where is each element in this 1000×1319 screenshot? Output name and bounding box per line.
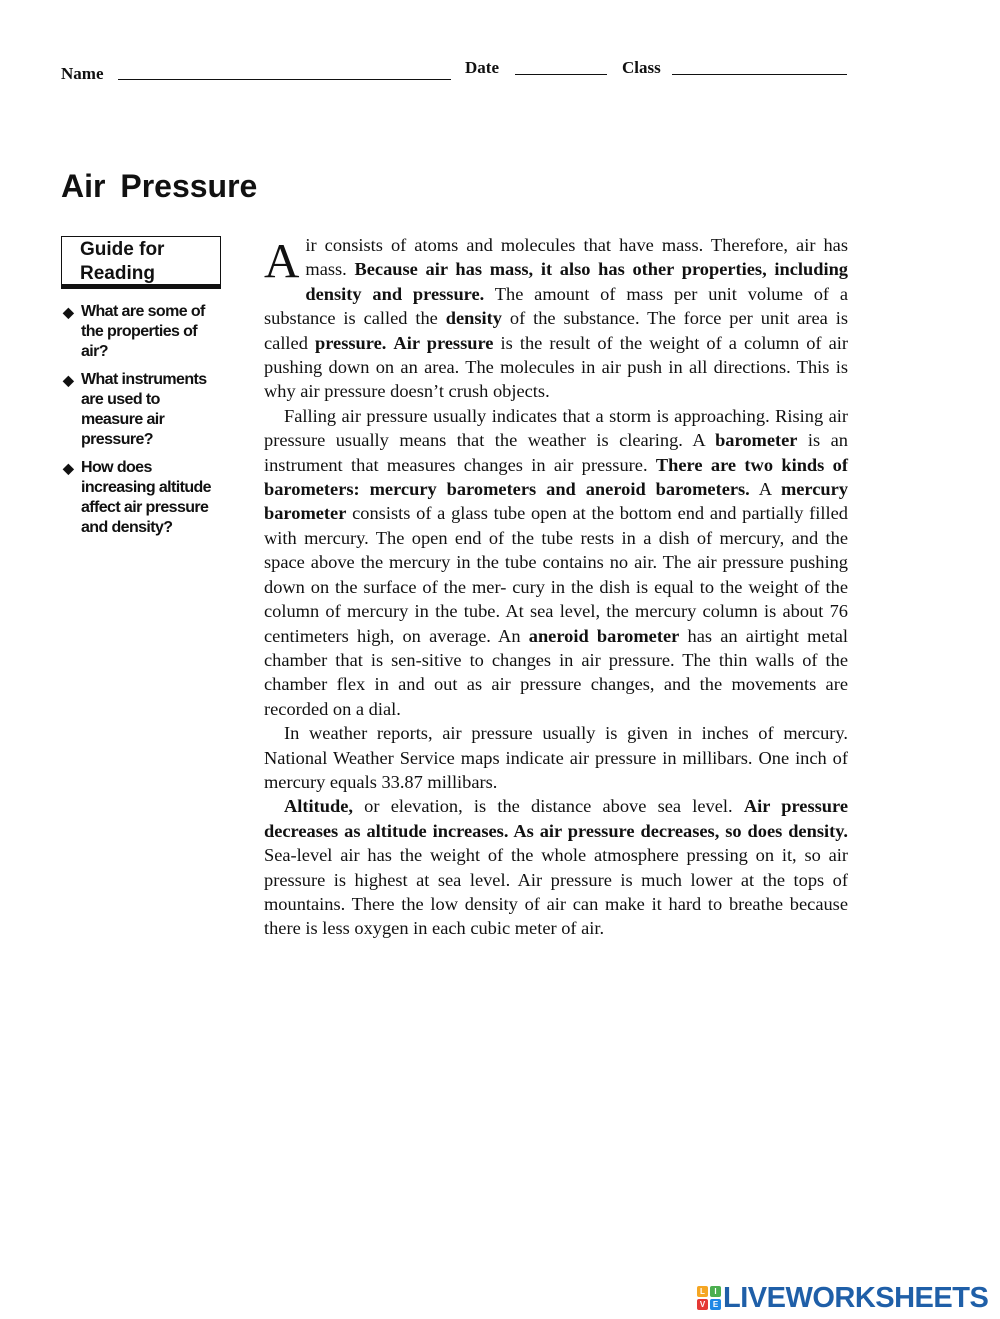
key-term: mercury barometer [264, 479, 849, 524]
guide-question-text: What are some of the properties of air? [81, 303, 205, 360]
reading-passage [264, 233, 848, 941]
text-run: ir consists of atoms and molecules that have mass. Therefore, air has mass. [305, 235, 848, 280]
guide-title-line2: Reading [80, 263, 155, 284]
logo-tile: L [697, 1286, 708, 1297]
guide-questions [63, 302, 225, 546]
text-run: In weather reports, air pressure usually is given in inches of mercury. National Weather Service maps indicate air pressure in millibars. One inch of mercury equals 33.87 millibars. [264, 723, 848, 792]
key-term: aneroid barometer [528, 625, 680, 646]
guide-title-line1: Guide for [80, 239, 165, 260]
text-run: Falling air pressure usually indicates that a storm is approaching. Rising air pressure usually means that the weather is clearing. A [264, 405, 848, 451]
logo-tile: I [710, 1286, 721, 1297]
key-term: Altitude, [284, 796, 353, 817]
guide-question-text: How does increasing altitude affect air pressure and density? [81, 459, 211, 536]
logo-text: LIVEWORKSHEETS [723, 1281, 989, 1314]
text-run: A [749, 479, 781, 500]
diamond-bullet-icon: ◆ [63, 372, 74, 388]
class-field[interactable] [672, 74, 847, 75]
date-field[interactable] [515, 74, 607, 75]
paragraph-barometers [264, 404, 848, 721]
logo-tile: V [697, 1299, 708, 1310]
text-run: Sea-level air has the weight of the whole atmosphere pressing on it, so air pressure is highest at sea level. Air pressure is much lower at the tops of mountains. There the low density of air can make it hard to breathe because there is less oxygen in each cubic meter of air. [264, 845, 848, 939]
key-term: density [445, 308, 502, 329]
class-label: Class [622, 58, 661, 77]
text-run: consists of a glass tube open at the bottom end and partially filled with mercury. The open end of the tube rests in a dish of mercury, and the space above the mercury in the tube contains no air. The air pressure pushing down on the surface of the mer- cury in the dish is equal to the weight of the column of mercury in the tube. At sea level, the mercury column is about 76 centimeters high, on average. An [264, 503, 848, 646]
text-run: is the result of the weight of a column of air pushing down on an area. The molecules in air push in all directions. This is why air pressure doesn’t crush objects. [264, 332, 849, 402]
key-term: pressure. [314, 332, 387, 353]
diamond-bullet-icon: ◆ [63, 460, 74, 476]
guide-question-text: What instruments are used to measure air pressure? [81, 371, 207, 448]
text-run: or elevation, is the distance above sea level. [352, 796, 744, 817]
liveworksheets-logo [697, 1283, 988, 1313]
key-sentence: Because air has mass, it also has other properties, including density and pressure. [305, 259, 848, 304]
logo-icon [697, 1286, 721, 1310]
paragraph-weather-reports [264, 721, 848, 794]
text-run: The amount of mass per unit volume of a substance is called the [264, 283, 849, 329]
text-run: is an instrument that measures changes in air pressure. [264, 430, 849, 475]
guide-question [63, 370, 225, 450]
guide-question [63, 302, 225, 362]
name-field[interactable] [118, 79, 451, 80]
date-label: Date [465, 58, 499, 77]
drop-cap: A [264, 233, 300, 288]
paragraph-altitude [264, 794, 848, 940]
text-run: has an airtight metal chamber that is sen-sitive to changes in air pressure. The thin walls of the chamber flex in and out as air pressure changes, and the movements are recorded on a dial. [264, 625, 848, 719]
page-title: Air Pressure [61, 168, 258, 204]
key-sentence: There are two kinds of barometers: mercury barometers and aneroid barometers. [264, 454, 848, 500]
logo-tile: E [710, 1299, 721, 1310]
text-run: of the substance. The force per unit area is called [264, 308, 848, 353]
key-term: Air pressure [393, 332, 494, 353]
key-sentence: Air pressure decreases as altitude increases. As air pressure decreases, so does density. [264, 796, 849, 841]
diamond-bullet-icon: ◆ [63, 304, 74, 320]
guide-for-reading-box [61, 236, 221, 289]
key-term: barometer [715, 430, 798, 451]
guide-question [63, 458, 225, 538]
paragraph-properties [264, 233, 848, 404]
name-label: Name [61, 64, 104, 83]
